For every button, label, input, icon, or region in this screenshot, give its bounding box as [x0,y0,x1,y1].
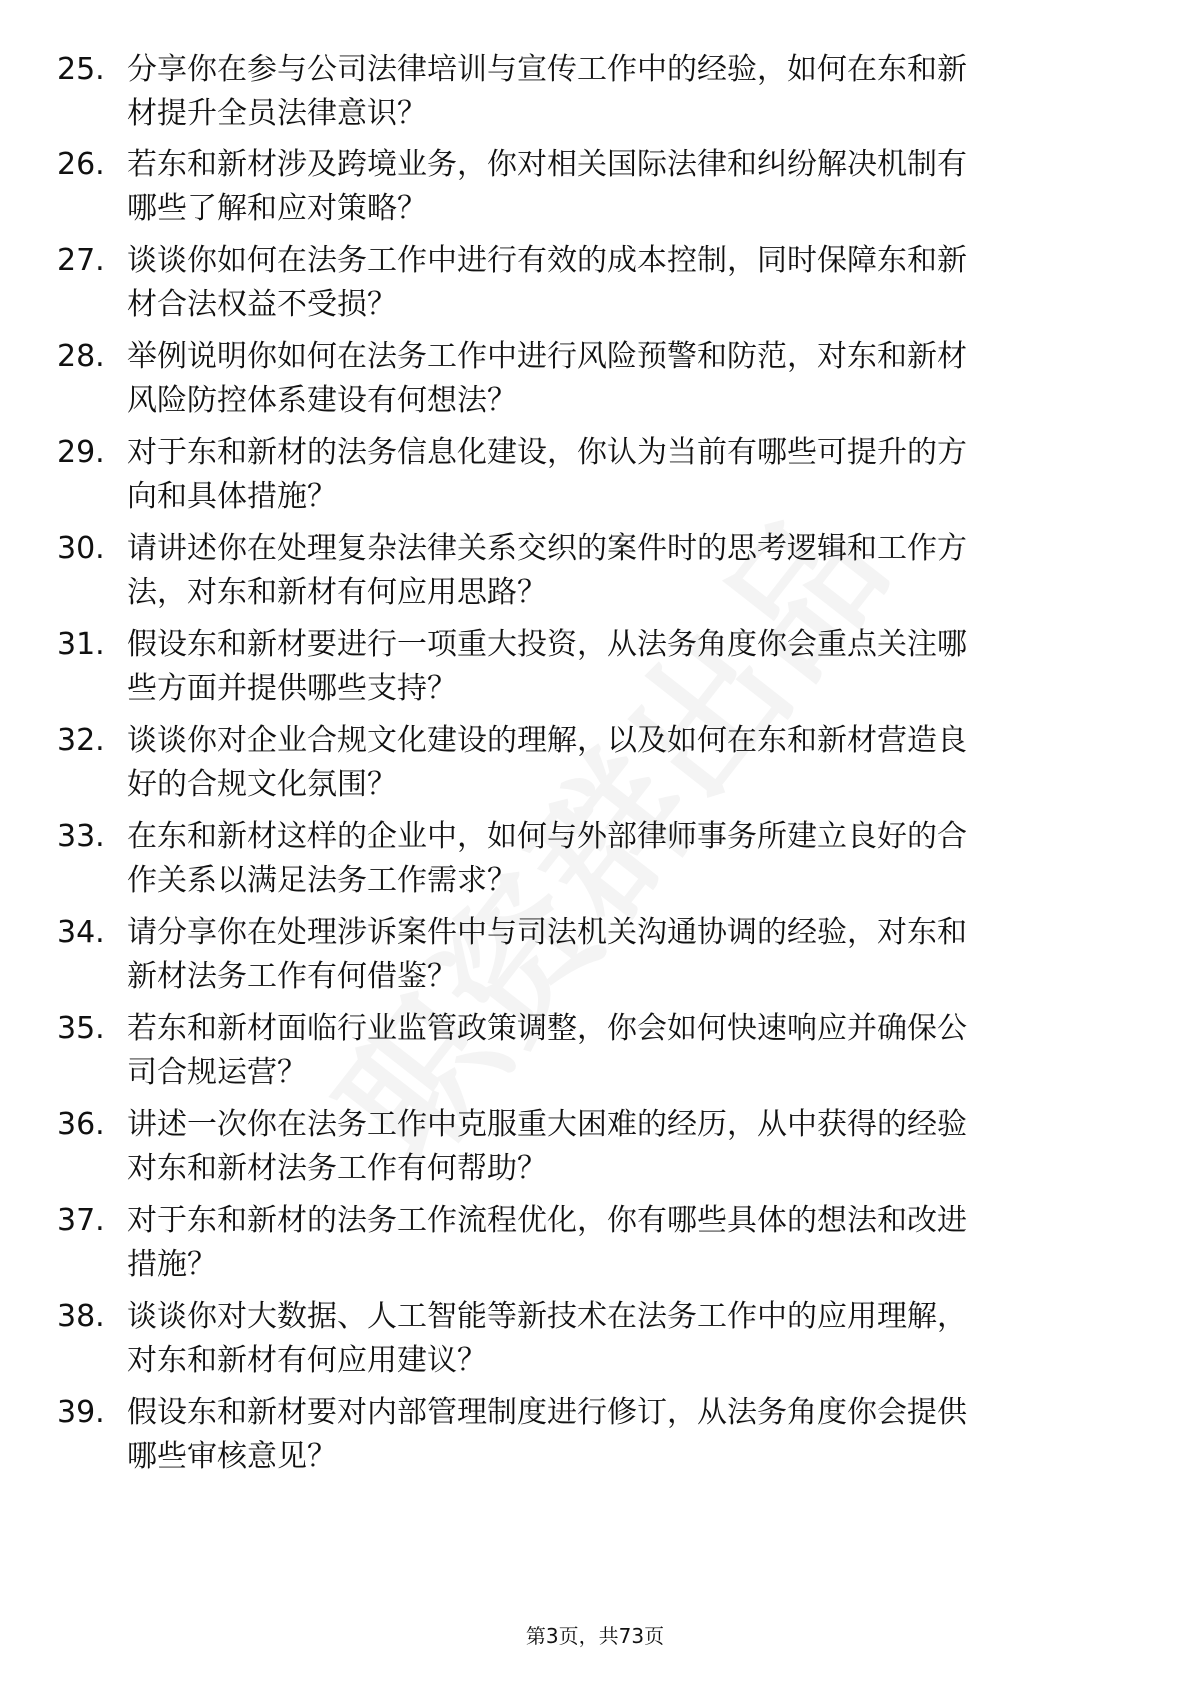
question-line: 讲述一次你在法务工作中克服重大困难的经历，从中获得的经验 [127,1107,967,1142]
question-line: 谈谈你如何在法务工作中进行有效的成本控制，同时保障东和新 [127,243,967,278]
question-number: 33. [57,819,105,854]
question-line: 哪些了解和应对策略？ [127,191,427,226]
question-text [127,431,1127,519]
question-line: 哪些审核意见？ [127,1439,337,1474]
question-line: 好的合规文化氛围？ [127,767,397,802]
question-number: 29. [57,435,105,470]
question-number: 32. [57,723,105,758]
question-line: 材提升全员法律意识？ [127,96,427,131]
question-number: 34. [57,915,105,950]
question-line: 请讲述你在处理复杂法律关系交织的案件时的思考逻辑和工作方 [127,531,967,566]
question-text [127,1199,1127,1287]
question-number: 39. [57,1395,105,1430]
question-line: 举例说明你如何在法务工作中进行风险预警和防范，对东和新材 [127,339,967,374]
question-line: 谈谈你对大数据、人工智能等新技术在法务工作中的应用理解， [127,1299,967,1334]
question-number: 31. [57,627,105,662]
question-line: 对东和新材法务工作有何帮助？ [127,1151,547,1186]
question-line: 假设东和新材要进行一项重大投资，从法务角度你会重点关注哪 [127,627,967,662]
question-number: 26. [57,147,105,182]
question-number: 38. [57,1299,105,1334]
question-line: 些方面并提供哪些支持？ [127,671,457,706]
question-line: 向和具体措施？ [127,479,337,514]
question-line: 对于东和新材的法务信息化建设，你认为当前有哪些可提升的方 [127,435,967,470]
question-text [127,1391,1127,1479]
question-line: 分享你在参与公司法律培训与宣传工作中的经验，如何在东和新 [127,52,967,87]
question-line: 风险防控体系建设有何想法？ [127,383,517,418]
question-text [127,1103,1127,1191]
question-number: 30. [57,531,105,566]
question-line: 对东和新材有何应用建议？ [127,1343,487,1378]
question-text [127,239,1127,327]
question-text [127,48,1127,136]
question-line: 司合规运营？ [127,1055,307,1090]
question-line: 若东和新材涉及跨境业务，你对相关国际法律和纠纷解决机制有 [127,147,967,182]
question-number: 36. [57,1107,105,1142]
question-line: 对于东和新材的法务工作流程优化，你有哪些具体的想法和改进 [127,1203,967,1238]
question-number: 28. [57,339,105,374]
question-line: 若东和新材面临行业监管政策调整，你会如何快速响应并确保公 [127,1011,967,1046]
question-line: 法，对东和新材有何应用思路？ [127,575,547,610]
question-line: 假设东和新材要对内部管理制度进行修订，从法务角度你会提供 [127,1395,967,1430]
question-line: 作关系以满足法务工作需求？ [127,863,517,898]
question-text [127,335,1127,423]
question-text [127,1007,1127,1095]
question-number: 37. [57,1203,105,1238]
question-text [127,1295,1127,1383]
question-line: 新材法务工作有何借鉴？ [127,959,457,994]
question-text [127,719,1127,807]
question-text [127,143,1127,231]
question-text [127,815,1127,903]
page-number-footer: 第3页，共73页 [525,1624,665,1648]
question-line: 措施？ [127,1247,217,1282]
question-number: 27. [57,243,105,278]
question-line: 在东和新材这样的企业中，如何与外部律师事务所建立良好的合 [127,819,967,854]
question-line: 材合法权益不受损？ [127,287,397,322]
question-line: 谈谈你对企业合规文化建设的理解，以及如何在东和新材营造良 [127,723,967,758]
question-text [127,527,1127,615]
question-text [127,911,1127,999]
question-text [127,623,1127,711]
question-line: 请分享你在处理涉诉案件中与司法机关沟通协调的经验，对东和 [127,915,967,950]
question-number: 35. [57,1011,105,1046]
question-number: 25. [57,52,105,87]
